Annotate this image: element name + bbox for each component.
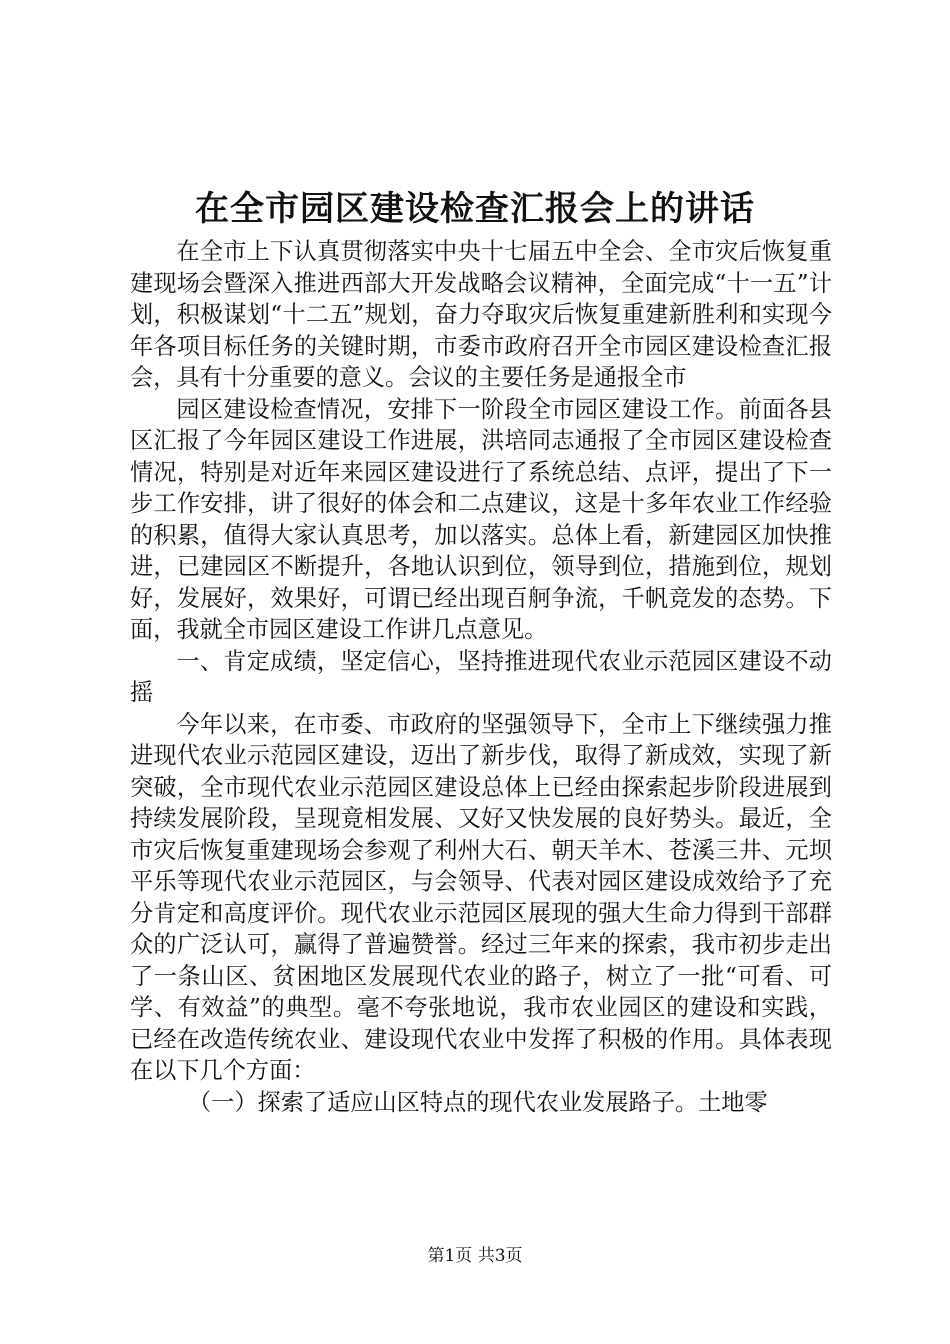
- section-heading-1: 一、肯定成绩，坚定信心，坚持推进现代农业示范园区建设不动摇: [130, 647, 832, 706]
- page-footer: 第1页 共3页: [427, 1246, 523, 1266]
- paragraph-intro: 在全市上下认真贯彻落实中央十七届五中全会、全市灾后恢复重建现场会暨深入推进西部大开发战略会议精神，全面完成“十一五”计划，积极谋划“十二五”规划，奋力夺取灾后恢复重建新胜利和实现今年各项目标任务的关键时期，市委市政府召开全市园区建设检查汇报会，具有十分重要的意义。会议的主要任务是通报全市: [130, 238, 832, 391]
- paragraph-achievements: 今年以来，在市委、市政府的坚强领导下，全市上下继续强力推进现代农业示范园区建设，迈出了新步伐，取得了新成效，实现了新突破，全市现代农业示范园区建设总体上已经由探索起步阶段进展到持续发展阶段，呈现竟相发展、又好又快发展的良好势头。最近，全市灾后恢复重建现场会参观了利州大石、朝天羊木、苍溪三井、元坝平乐等现代农业示范园区，与会领导、代表对园区建设成效给予了充分肯定和高度评价。现代农业示范园区展现的强大生命力得到干部群众的广泛认可，赢得了普遍赞誉。经过三年来的探索，我市初步走出了一条山区、贫困地区发展现代农业的路子，树立了一批“可看、可学、有效益”的典型。毫不夸张地说，我市农业园区的建设和实践，已经在改造传统农业、建设现代农业中发挥了积极的作用。具体表现在以下几个方面：: [130, 710, 832, 1084]
- document-body: [130, 236, 832, 1118]
- subsection-heading-1: （一）探索了适应山区特点的现代农业发展路子。土地零: [188, 1088, 768, 1116]
- paragraph-overview: 园区建设检查情况，安排下一阶段全市园区建设工作。前面各县区汇报了今年园区建设工作进展，洪培同志通报了全市园区建设检查情况，特别是对近年来园区建设进行了系统总结、点评，提出了下一步工作安排，讲了很好的体会和二点建议，这是十多年农业工作经验的积累，值得大家认真思考，加以落实。总体上看，新建园区加快推进，已建园区不断提升，各地认识到位，领导到位，措施到位，规划好，发展好，效果好，可谓已经出现百舸争流，千帆竞发的态势。下面，我就全市园区建设工作讲几点意见。: [130, 395, 832, 643]
- document-title: 在全市园区建设检查汇报会上的讲话: [195, 189, 755, 229]
